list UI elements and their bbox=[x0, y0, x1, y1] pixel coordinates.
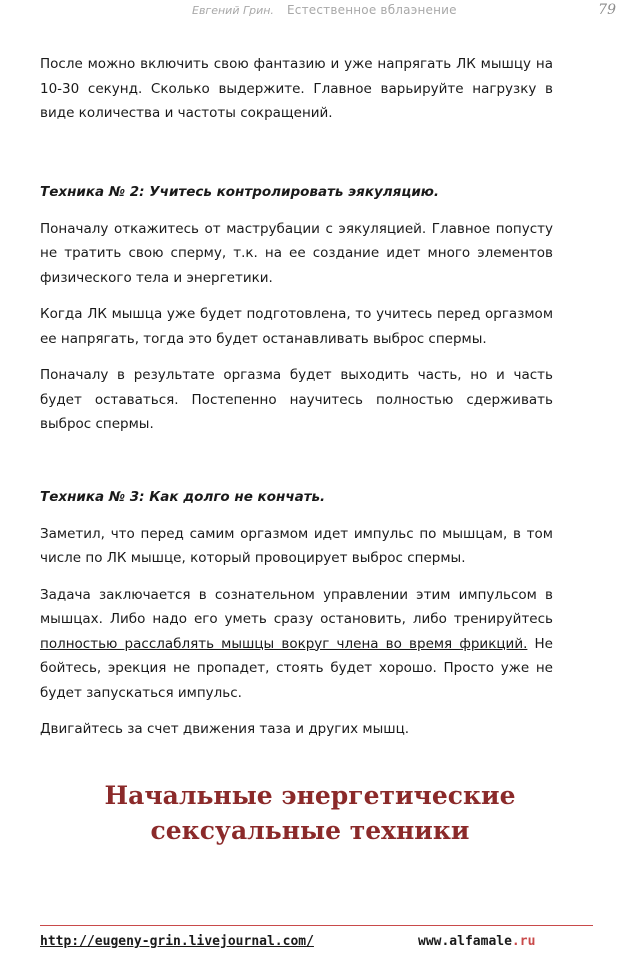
paragraph bbox=[40, 583, 553, 706]
page-header bbox=[0, 2, 620, 22]
paragraph: Двигайтесь за счет движения таза и других мышц. bbox=[40, 721, 410, 737]
paragraph: Поначалу откажитесь от маструбации с эякуляцией. Главное попусту не тратить свою сперму, т.к. на ее создание идет много элементов физического тела и энергетики. bbox=[40, 220, 553, 286]
footer-divider bbox=[40, 925, 593, 926]
technique-2-heading: Техника № 2: Учитесь контролировать эякуляцию. bbox=[40, 183, 440, 200]
paragraph-text: Не бойтесь, эрекция не пропадет, стоять будет хорошо. Просто уже не будет запускаться импульс. bbox=[40, 635, 553, 701]
page-body bbox=[40, 52, 553, 742]
footer-livejournal-link[interactable]: http://eugeny-grin.livejournal.com/ bbox=[40, 934, 314, 949]
page-number: 79 bbox=[598, 2, 616, 18]
paragraph: После можно включить свою фантазию и уже напрягать ЛК мышцу на 10-30 секунд. Сколько выдержите. Главное варьируйте нагрузку в виде количества и частоты сокращений. bbox=[40, 56, 553, 121]
paragraph: Поначалу в результате оргазма будет выходить часть, но и часть будет оставаться. Постепенно научитесь полностью сдерживать выброс спермы. bbox=[40, 367, 553, 432]
footer-site-name: www.alfamale bbox=[418, 934, 512, 949]
underlined-text: полностью расслаблять мышцы вокруг члена во время фрикций. bbox=[40, 635, 528, 652]
section-title-line: Начальные энергетические bbox=[104, 781, 516, 810]
paragraph: Заметил, что перед самим оргазмом идет импульс по мышцам, в том числе по ЛК мышце, который провоцирует выброс спермы. bbox=[40, 525, 553, 566]
header-book-title: Естественное вблаэнение bbox=[287, 3, 457, 17]
section-title bbox=[0, 778, 620, 848]
footer-site-tld: .ru bbox=[511, 934, 536, 949]
section-title-line: сексуальные техники bbox=[150, 816, 470, 845]
footer-site-link[interactable] bbox=[418, 934, 535, 949]
paragraph: Когда ЛК мышца уже будет подготовлена, то учитесь перед оргазмом ее напрягать, тогда это будет останавливать выброс спермы. bbox=[40, 306, 553, 347]
technique-3-heading: Техника № 3: Как долго не кончать. bbox=[40, 488, 326, 505]
paragraph-text: Задача заключается в сознательном управлении этим импульсом в мышцах. Либо надо его уметь сразу остановить, либо тренируйтесь bbox=[40, 586, 553, 627]
header-author: Евгений Грин. bbox=[192, 4, 274, 17]
